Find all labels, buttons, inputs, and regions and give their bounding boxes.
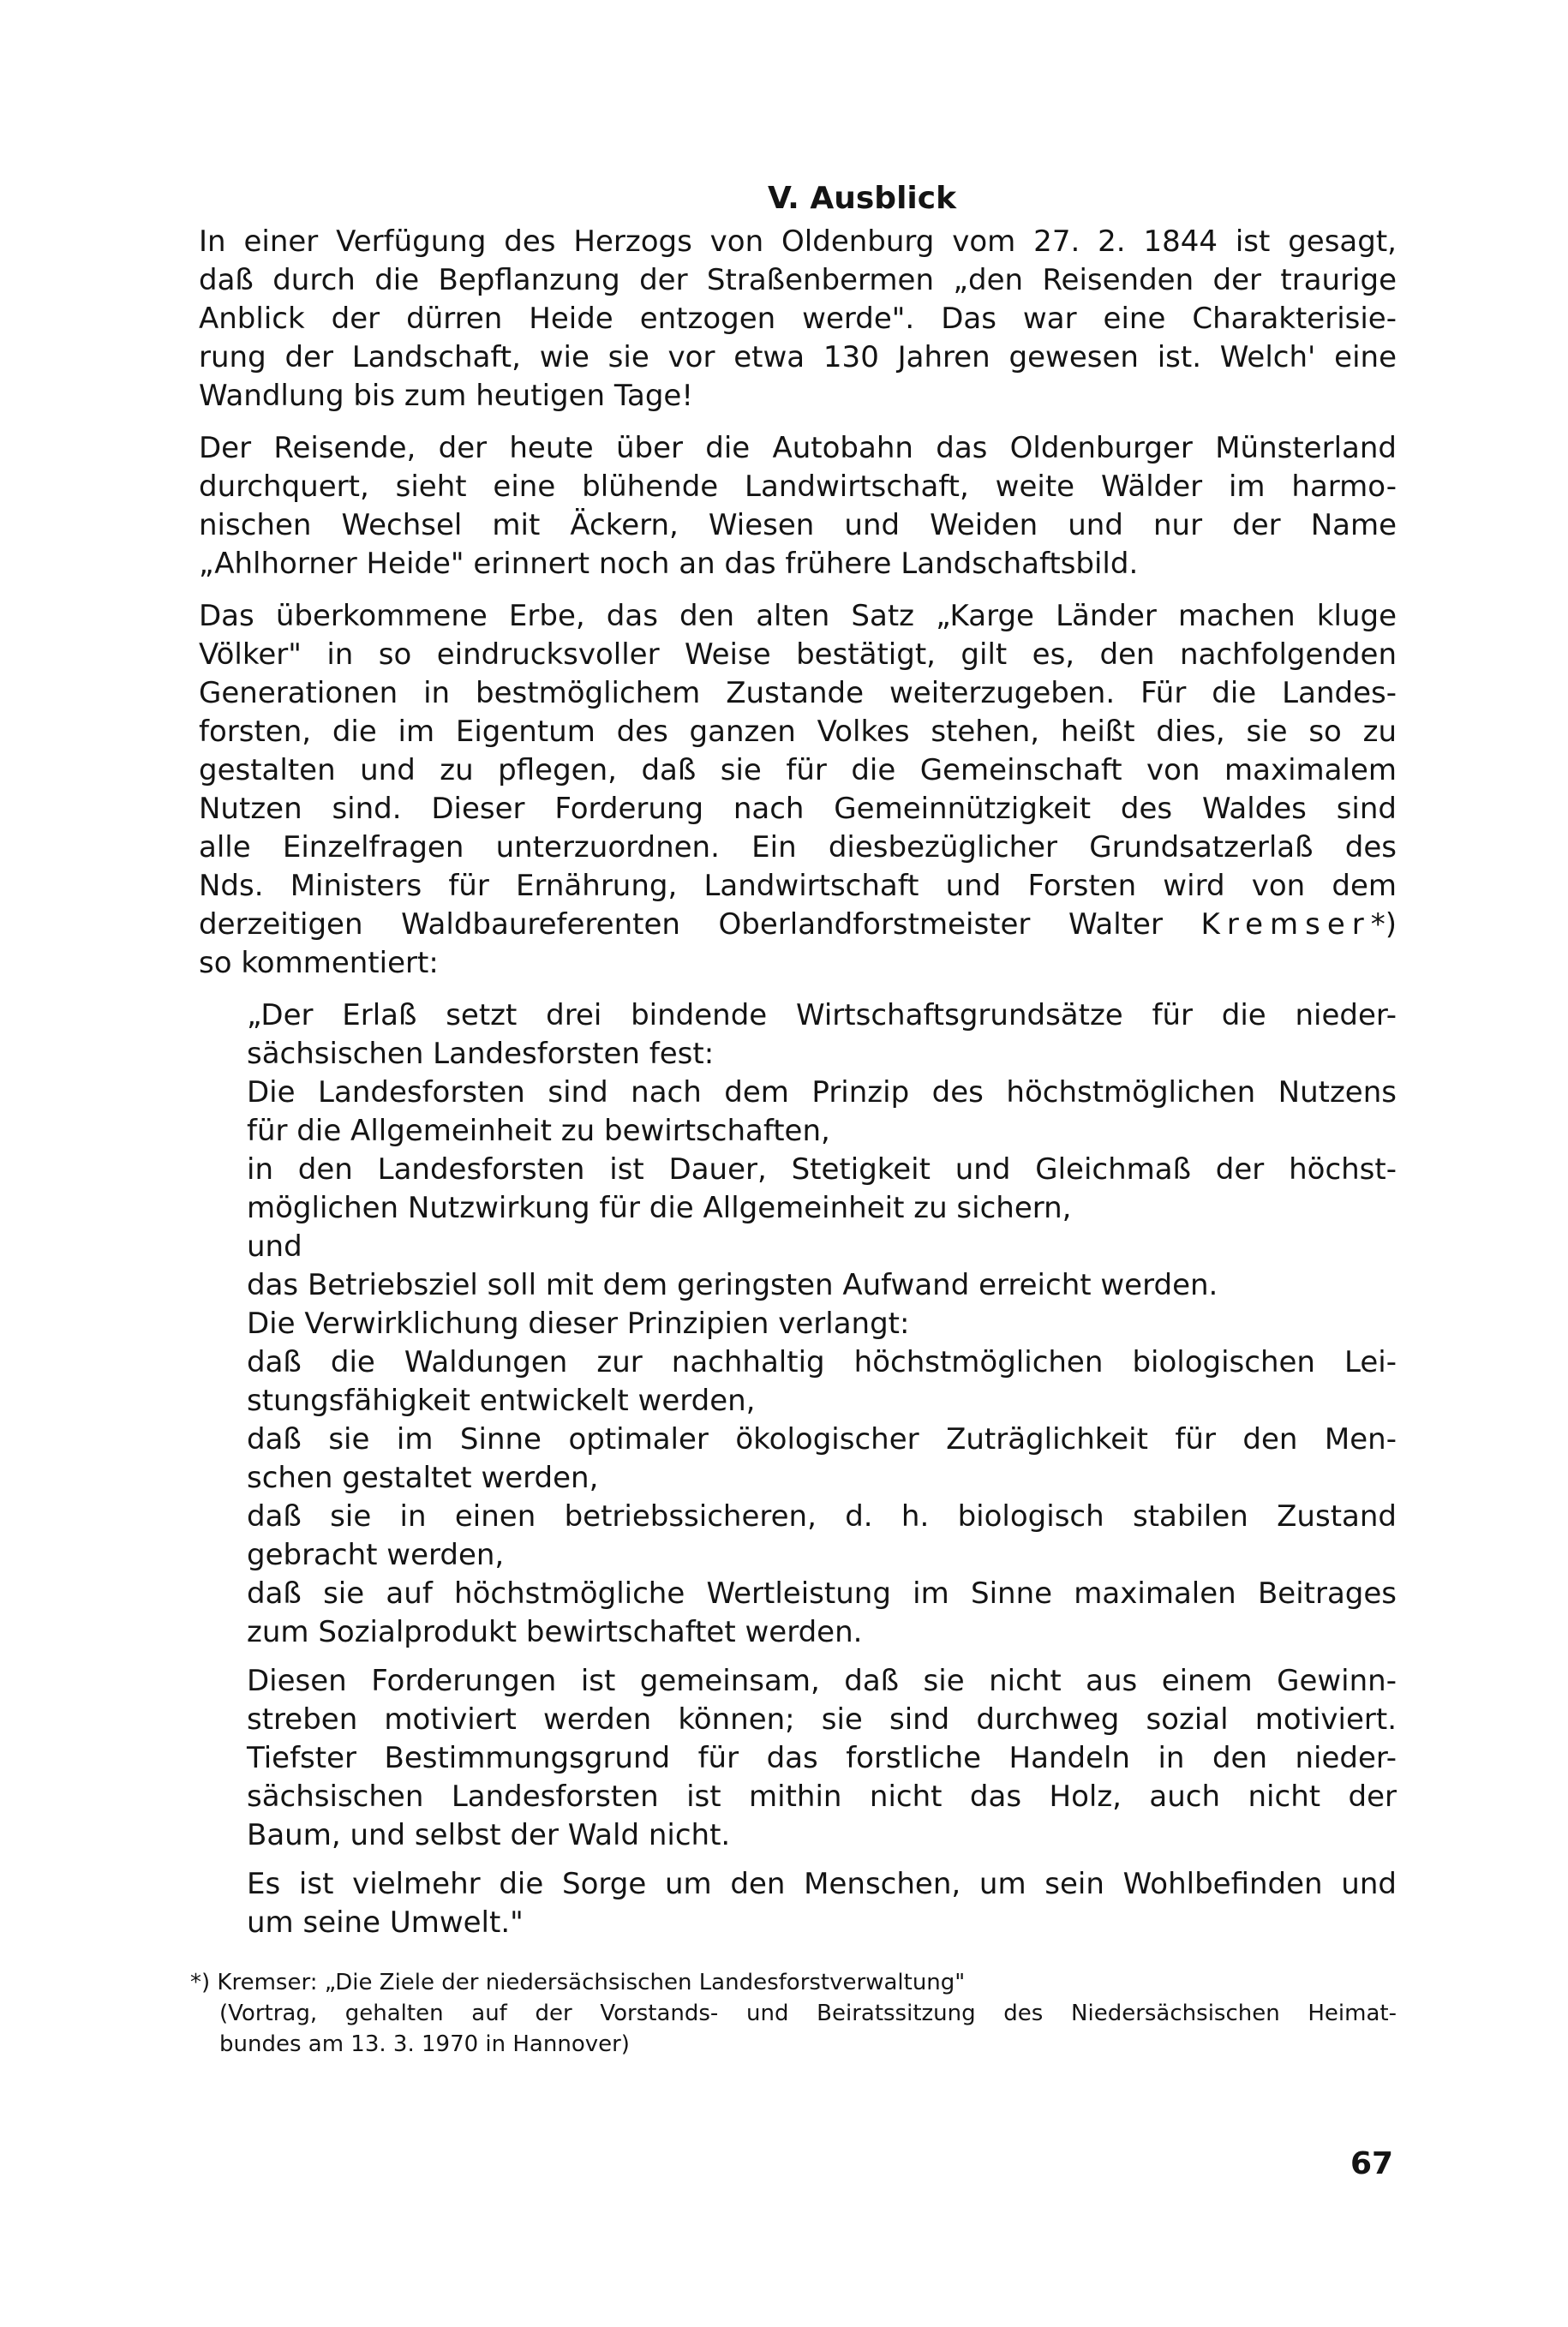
text-line: und	[247, 1229, 302, 1264]
text-line: Nutzen sind. Dieser Forderung nach Gemeinnützigkeit des Waldes sind	[199, 792, 1397, 826]
text-line: sächsischen Landesforsten ist mithin nicht das Holz, auch nicht der	[247, 1780, 1397, 1814]
text-line: daß sie in einen betriebssicheren, d. h. biologisch stabilen Zustand	[247, 1499, 1397, 1534]
text-line: daß die Waldungen zur nachhaltig höchstmöglichen biologischen Lei-	[247, 1345, 1397, 1379]
text-line: in den Landesforsten ist Dauer, Stetigkeit und Gleichmaß der höchst-	[247, 1152, 1397, 1187]
paragraph-1	[199, 223, 1397, 416]
text-line: durchquert, sieht eine blühende Landwirtschaft, weite Wälder im harmo-	[199, 470, 1397, 504]
text-line: sächsischen Landesforsten fest:	[247, 1037, 715, 1071]
author-name: Kremser	[1200, 907, 1371, 942]
text-line: In einer Verfügung des Herzogs von Oldenburg vom 27. 2. 1844 ist gesagt,	[199, 224, 1397, 259]
footnote	[190, 1967, 1397, 2060]
block-quote	[247, 996, 1397, 1942]
page-number: 67	[1350, 2146, 1394, 2181]
text-line: Das überkommene Erbe, das den alten Satz „Karge Länder machen kluge	[199, 599, 1397, 633]
text-line: das Betriebsziel soll mit dem geringsten Aufwand erreicht werden.	[247, 1268, 1218, 1302]
text-line: daß sie im Sinne optimaler ökologischer Zuträglichkeit für den Men-	[247, 1422, 1397, 1457]
footnote-line	[190, 1967, 1397, 1998]
section-heading: V. Ausblick	[767, 181, 957, 216]
text-line: „Der Erlaß setzt drei bindende Wirtschaftsgrundsätze für die nieder-	[247, 998, 1397, 1032]
text-line: Diesen Forderungen ist gemeinsam, daß sie nicht aus einem Gewinn-	[247, 1664, 1397, 1698]
text-line: streben motiviert werden können; sie sind durchweg sozial motiviert.	[247, 1702, 1397, 1737]
quote-paragraph-1	[247, 996, 1397, 1652]
footnote-line: (Vortrag, gehalten auf der Vorstands- und Beiratssitzung des Niedersächsischen Heimat-	[219, 2001, 1397, 2026]
text-line: daß durch die Bepflanzung der Straßenbermen „den Reisenden der traurige	[199, 263, 1397, 297]
text-line: nischen Wechsel mit Äckern, Wiesen und Weiden und nur der Name	[199, 508, 1397, 542]
text-line: möglichen Nutzwirkung für die Allgemeinheit zu sichern,	[247, 1191, 1072, 1225]
paragraph-2	[199, 429, 1397, 583]
footnote-marker: *)	[190, 1970, 211, 1995]
text-line: zum Sozialprodukt bewirtschaftet werden.	[247, 1615, 863, 1649]
footnote-reference[interactable]: *)	[1370, 907, 1397, 942]
quote-paragraph-2	[247, 1662, 1397, 1855]
text-line: „Ahlhorner Heide" erinnert noch an das frühere Landschaftsbild.	[199, 547, 1139, 581]
quote-paragraph-3	[247, 1865, 1397, 1942]
text-line: so kommentiert:	[199, 946, 439, 980]
text-line: Wandlung bis zum heutigen Tage!	[199, 379, 693, 413]
text-line: alle Einzelfragen unterzuordnen. Ein diesbezüglicher Grundsatzerlaß des	[199, 830, 1397, 864]
text-line: rung der Landschaft, wie sie vor etwa 130 Jahren gewesen ist. Welch' eine	[199, 340, 1397, 374]
text-line: daß sie auf höchstmögliche Wertleistung im Sinne maximalen Beitrages	[247, 1576, 1397, 1611]
text-line: gebracht werden,	[247, 1538, 505, 1572]
text-line: um seine Umwelt."	[247, 1905, 524, 1940]
paragraph-3	[199, 597, 1397, 983]
footnote-line: bundes am 13. 3. 1970 in Hannover)	[219, 2031, 630, 2057]
text-line: Generationen in bestmöglichem Zustande weiterzugeben. Für die Landes-	[199, 676, 1397, 710]
text-fragment: derzeitigen Waldbaureferenten Oberlandforstmeister Walter	[199, 907, 1163, 942]
text-line: Nds. Ministers für Ernährung, Landwirtschaft und Forsten wird von dem	[199, 869, 1397, 903]
text-line: für die Allgemeinheit zu bewirtschaften,	[247, 1114, 830, 1148]
main-text-block	[199, 178, 1397, 1953]
footnote-citation: Kremser: „Die Ziele der niedersächsischen Landesforstverwaltung"	[217, 1970, 966, 1995]
text-line: gestalten und zu pflegen, daß sie für die Gemeinschaft von maximalem	[199, 753, 1397, 787]
text-line: Die Landesforsten sind nach dem Prinzip des höchstmöglichen Nutzens	[247, 1075, 1397, 1110]
text-line: Tiefster Bestimmungsgrund für das forstliche Handeln in den nieder-	[247, 1741, 1397, 1775]
text-line: Es ist vielmehr die Sorge um den Menschen, um sein Wohlbefinden und	[247, 1867, 1397, 1901]
text-line: stungsfähigkeit entwickelt werden,	[247, 1384, 756, 1418]
text-line: forsten, die im Eigentum des ganzen Volkes stehen, heißt dies, sie so zu	[199, 715, 1397, 749]
text-line: Der Reisende, der heute über die Autobahn das Oldenburger Münsterland	[199, 431, 1397, 465]
text-line: Baum, und selbst der Wald nicht.	[247, 1818, 731, 1852]
text-line: schen gestaltet werden,	[247, 1461, 599, 1495]
text-line: Anblick der dürren Heide entzogen werde". Das war eine Charakterisie-	[199, 302, 1397, 336]
text-line-with-reference	[199, 906, 1397, 944]
text-line: Die Verwirklichung dieser Prinzipien verlangt:	[247, 1307, 910, 1341]
text-line: Völker" in so eindrucksvoller Weise bestätigt, gilt es, den nachfolgenden	[199, 637, 1397, 672]
